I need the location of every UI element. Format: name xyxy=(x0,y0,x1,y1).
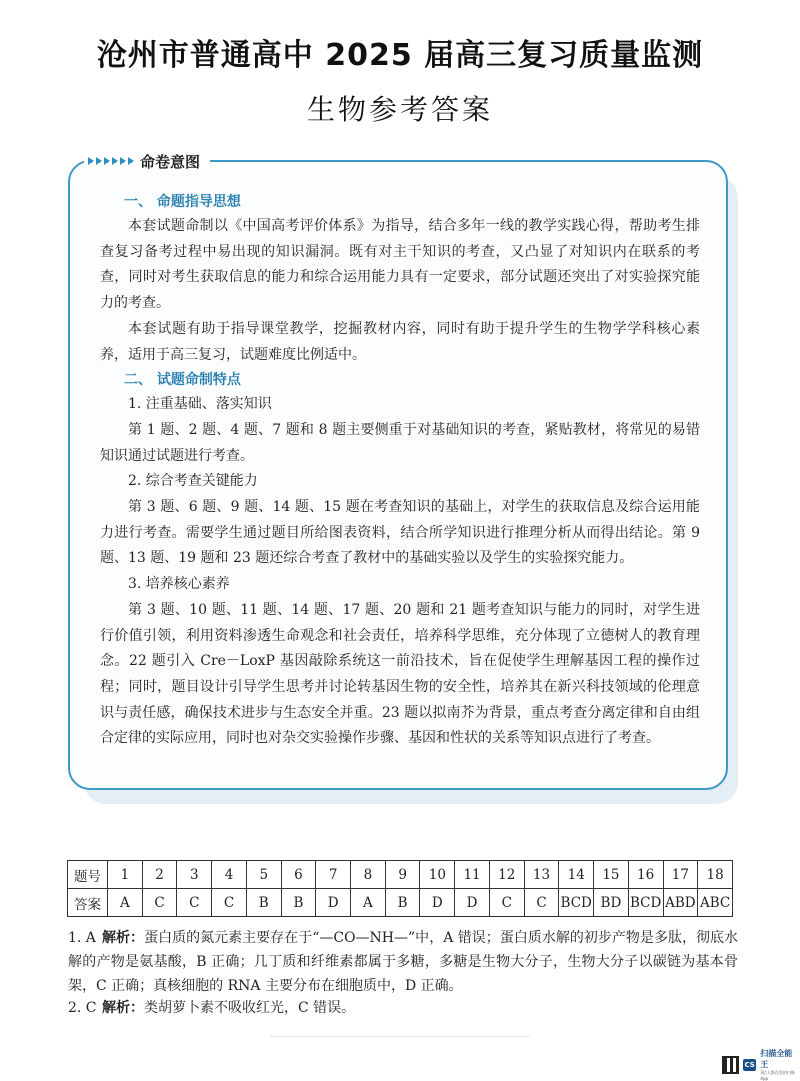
watermark-name: 扫描全能王 xyxy=(760,1049,793,1069)
answer-cell: B xyxy=(385,889,420,917)
intent-box-content xyxy=(100,190,700,752)
watermark-tagline: 3亿人都在用的扫描App xyxy=(760,1070,795,1081)
question-number-cell: 8 xyxy=(351,861,386,889)
paragraph: 第 3 题、10 题、11 题、14 题、17 题、20 题和 21 题考查知识与能力的同时，对学生进行价值引领，利用资料渗透生命观念和社会责任，培养科学思维，充分体现了立德树人的教育理念。22 题引入 Cre－LoxP 基因敲除系统这一前沿技术，旨在促使学生理解基因工程的操作过程；同时，题目设计引导学生思考并讨论转基因生物的安全性，培养其在新兴科技领域的伦理意识与责任感，确保技术进步与生态安全并重。23 题以拟南芥为背景，重点考查分离定律和自由组合定律的实际应用，同时也对杂交实验操作步骤、基因和性状的关系等知识点进行了考查。 xyxy=(100,601,700,747)
answer-cell: BCD xyxy=(628,889,663,917)
subheading-3: 3. 培养核心素养 xyxy=(128,576,230,593)
question-number-cell: 10 xyxy=(420,861,455,889)
question-number-cell: 6 xyxy=(281,861,316,889)
answer-table xyxy=(67,860,733,917)
row-label: 答案 xyxy=(68,889,108,917)
section-heading-2: 二、 试题命制特点 xyxy=(124,372,241,389)
answer-cell: D xyxy=(455,889,490,917)
paragraph: 本套试题有助于指导课堂教学，挖掘教材内容，同时有助于提升学生的生物学学科核心素养，适用于高三复习，试题难度比例适中。 xyxy=(100,320,700,363)
question-number-cell: 2 xyxy=(142,861,177,889)
subheading-2: 2. 综合考查关键能力 xyxy=(128,473,258,490)
answer-cell: A xyxy=(351,889,386,917)
explanation-label: 解析： xyxy=(102,1000,144,1016)
intent-box-title: 命卷意图 xyxy=(140,152,201,171)
page-title: 沧州市普通高中 2025 届高三复习质量监测 xyxy=(96,38,704,73)
answer-row xyxy=(68,889,733,917)
divider xyxy=(270,1036,530,1044)
explanation-label: 解析： xyxy=(102,930,145,946)
question-number-cell: 11 xyxy=(455,861,490,889)
question-number-cell: 3 xyxy=(177,861,212,889)
question-number-cell: 13 xyxy=(524,861,559,889)
question-number-cell: 17 xyxy=(663,861,698,889)
answer-cell: ABC xyxy=(698,889,733,917)
question-number-cell: 16 xyxy=(628,861,663,889)
question-number-cell: 7 xyxy=(316,861,351,889)
answer-cell: D xyxy=(420,889,455,917)
paragraph: 本套试题命制以《中国高考评价体系》为指导，结合多年一线的教学实践心得，帮助考生排查复习备考过程中易出现的知识漏洞。既有对主干知识的考查，又凸显了对知识内在联系的考查，同时对考生获取信息的能力和综合运用能力具有一定要求，部分试题还突出了对实验探究能力的考查。 xyxy=(100,218,700,312)
paragraph: 第 3 题、6 题、9 题、14 题、15 题在考查知识的基础上，对学生的获取信息及综合运用能力进行考查。需要学生通过题目所给图表资料，结合所学知识进行推理分析从而得出结论。第 9 题、13 题、19 题和 23 题还综合考查了教材中的基础实验以及学生的实验探究能力。 xyxy=(100,499,700,567)
question-number-row xyxy=(68,861,733,889)
page-subtitle: 生物参考答案 xyxy=(306,93,493,126)
answer-cell: C xyxy=(489,889,524,917)
arrows-icon xyxy=(88,157,134,165)
answer-cell: C xyxy=(524,889,559,917)
question-number-cell: 18 xyxy=(698,861,733,889)
explanation-item xyxy=(68,926,738,998)
cs-logo-icon: CS xyxy=(744,1060,755,1069)
explanation-text: 类胡萝卜素不吸收红光，C 错误。 xyxy=(144,1000,356,1016)
explanation-text: 蛋白质的氮元素主要存在于“—CO—NH—”中，A 错误；蛋白质水解的初步产物是多肽，彻底水解的产物是氨基酸，B 正确；几丁质和纤维素都属于多糖，多糖是生物大分子，生物大分子以碳链为基本骨架，C 正确；真核细胞的 RNA 主要分布在细胞质中，D 正确。 xyxy=(68,930,739,994)
question-number-cell: 9 xyxy=(385,861,420,889)
explanation-number: 1. A xyxy=(68,930,96,946)
question-number-cell: 14 xyxy=(559,861,594,889)
section-heading-1: 一、 命题指导思想 xyxy=(124,194,241,210)
intent-box-header xyxy=(84,150,210,172)
question-number-cell: 1 xyxy=(108,861,143,889)
question-number-cell: 12 xyxy=(489,861,524,889)
answer-cell: A xyxy=(108,889,143,917)
answer-cell: C xyxy=(177,889,212,917)
scanner-watermark xyxy=(722,1048,800,1081)
explanation-item xyxy=(68,996,738,1020)
subheading-1: 1. 注重基础、落实知识 xyxy=(128,396,272,413)
explanation-number: 2. C xyxy=(68,1000,97,1016)
answer-cell: B xyxy=(246,889,281,917)
row-label: 题号 xyxy=(68,861,108,889)
answer-cell: B xyxy=(281,889,316,917)
qr-code-icon xyxy=(722,1056,739,1074)
question-number-cell: 15 xyxy=(594,861,629,889)
answer-cell: BD xyxy=(594,889,629,917)
paragraph: 第 1 题、2 题、4 题、7 题和 8 题主要侧重于对基础知识的考查，紧贴教材，将常见的易错知识通过试题进行考查。 xyxy=(100,421,700,464)
question-number-cell: 4 xyxy=(212,861,247,889)
answer-cell: C xyxy=(142,889,177,917)
answer-cell: ABD xyxy=(663,889,698,917)
answer-cell: C xyxy=(212,889,247,917)
answer-cell: BCD xyxy=(559,889,594,917)
question-number-cell: 5 xyxy=(246,861,281,889)
answer-cell: D xyxy=(316,889,351,917)
